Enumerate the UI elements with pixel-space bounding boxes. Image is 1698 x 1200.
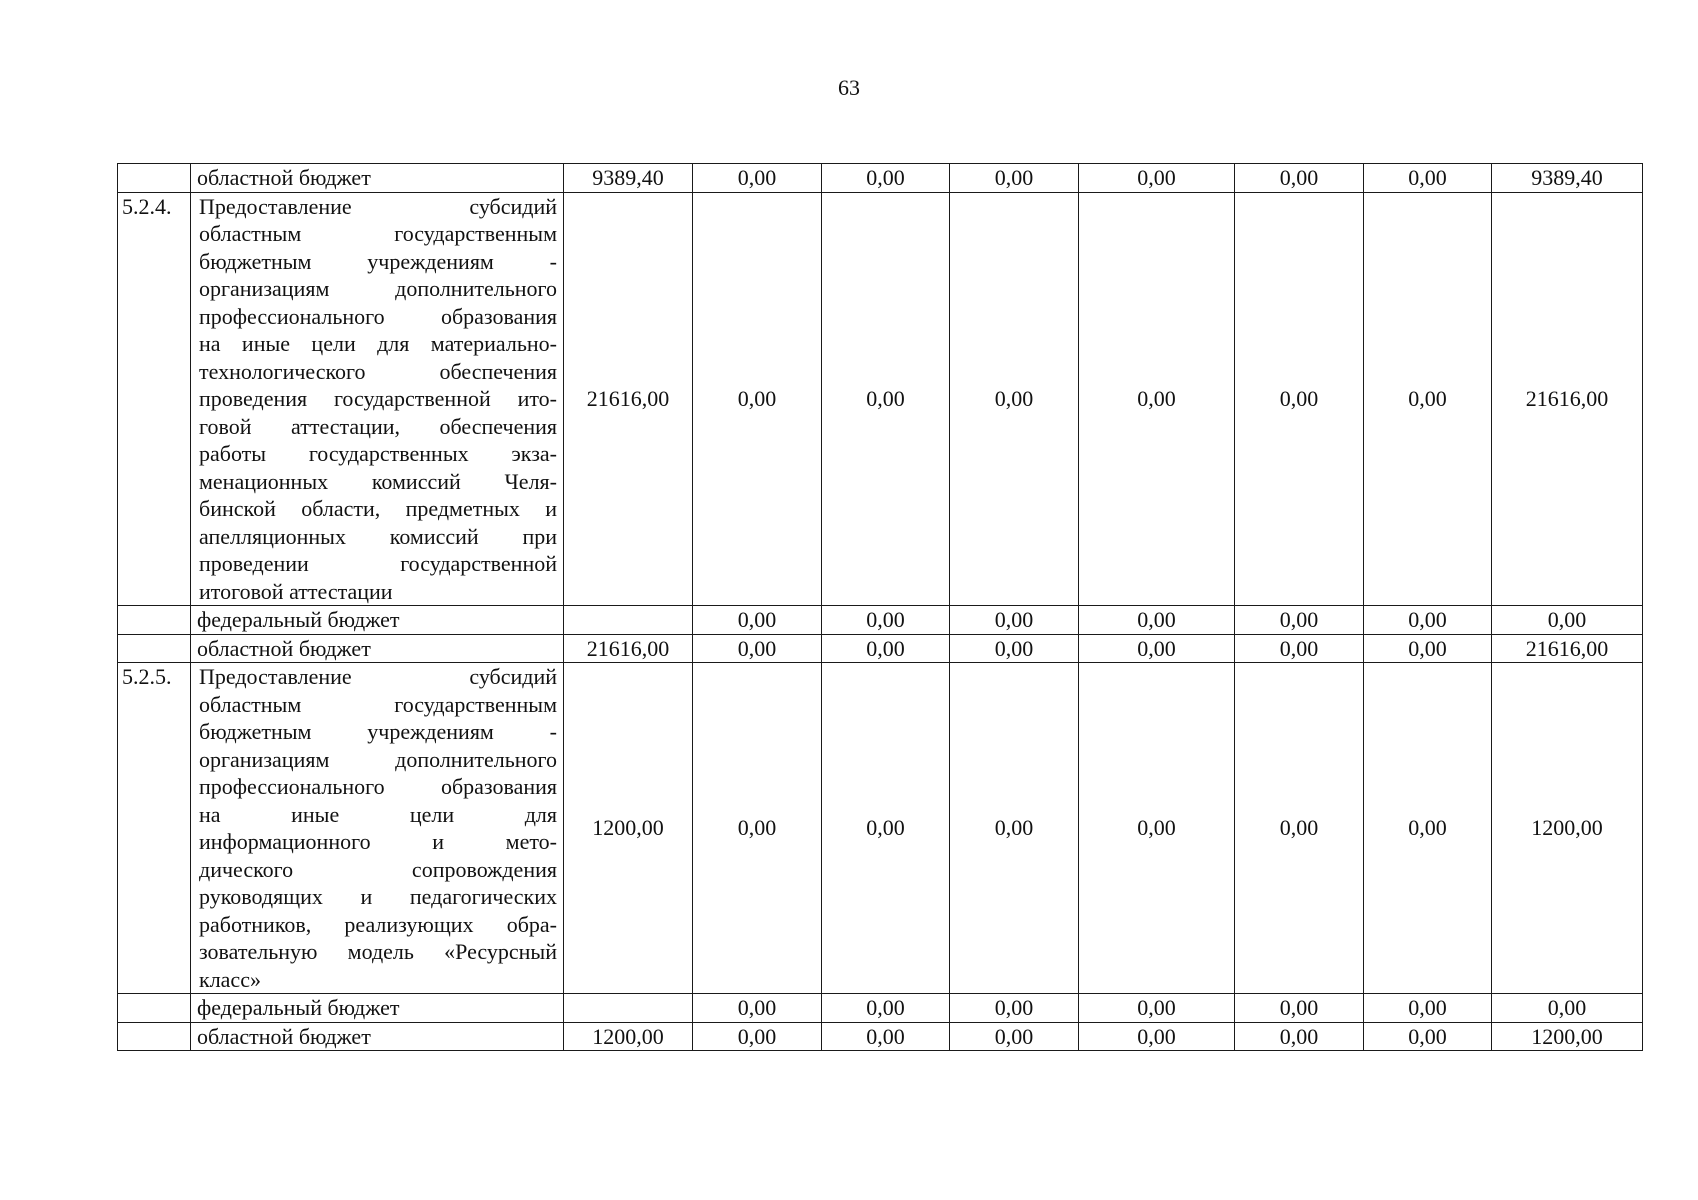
value-cell: 0,00 (1235, 1022, 1364, 1051)
description-line: итоговой аттестации (199, 578, 393, 604)
description-line: организациям дополнительного (199, 276, 557, 301)
table-row (118, 994, 1643, 1023)
description-line: бюджетным учреждениям - (199, 719, 557, 744)
row-description: федеральный бюджет (191, 994, 564, 1023)
value-cell: 1200,00 (564, 663, 693, 994)
description-line: Предоставление субсидий (199, 664, 557, 689)
description-line: руководящих и педагогических (199, 884, 557, 909)
value-cell: 0,00 (822, 192, 950, 606)
value-cell: 0,00 (693, 663, 822, 994)
description-line: областным государственным (199, 691, 557, 717)
description-line: профессионального образования (199, 774, 557, 799)
value-cell: 0,00 (1079, 994, 1235, 1023)
value-cell: 0,00 (693, 994, 822, 1023)
row-description: федеральный бюджет (191, 606, 564, 635)
value-cell: 0,00 (693, 606, 822, 635)
row-total-cell: 9389,40 (1492, 164, 1643, 193)
value-cell: 0,00 (1079, 634, 1235, 663)
row-total-cell: 0,00 (1492, 994, 1643, 1023)
value-cell: 0,00 (1364, 994, 1492, 1023)
row-description: областной бюджет (191, 1022, 564, 1051)
value-cell: 0,00 (822, 663, 950, 994)
row-total-cell: 21616,00 (1492, 192, 1643, 606)
table-row (118, 164, 1643, 193)
value-cell: 0,00 (1079, 606, 1235, 635)
value-cell: 9389,40 (564, 164, 693, 193)
value-cell: 0,00 (1364, 663, 1492, 994)
row-code (118, 1022, 191, 1051)
value-cell: 0,00 (693, 634, 822, 663)
value-cell: 0,00 (1364, 164, 1492, 193)
description-line: проведения государственной ито- (199, 386, 557, 411)
value-cell: 0,00 (822, 164, 950, 193)
value-cell: 0,00 (1079, 164, 1235, 193)
value-cell: 0,00 (1364, 634, 1492, 663)
value-cell: 0,00 (1364, 192, 1492, 606)
description-line: работников, реализующих обра- (199, 911, 557, 937)
value-cell (564, 606, 693, 635)
row-code (118, 994, 191, 1023)
description-line: технологического обеспечения (199, 358, 557, 384)
value-cell: 0,00 (1079, 1022, 1235, 1051)
row-code: 5.2.4. (118, 192, 191, 606)
value-cell: 0,00 (1235, 606, 1364, 635)
table-row (118, 634, 1643, 663)
description-line: менационных комиссий Челя- (199, 468, 557, 494)
table-row (118, 606, 1643, 635)
value-cell: 0,00 (822, 634, 950, 663)
value-cell: 0,00 (1079, 192, 1235, 606)
description-line: зовательную модель «Ресурсный (199, 939, 557, 964)
table-row (118, 663, 1643, 994)
row-code (118, 606, 191, 635)
value-cell (564, 994, 693, 1023)
value-cell: 21616,00 (564, 192, 693, 606)
row-description (191, 192, 564, 606)
description-line: организациям дополнительного (199, 746, 557, 772)
description-line: апелляционных комиссий при (199, 523, 557, 549)
row-total-cell: 1200,00 (1492, 1022, 1643, 1051)
description-line: работы государственных экза- (199, 441, 557, 466)
description-line: дического сопровождения (199, 856, 557, 882)
value-cell: 0,00 (1235, 663, 1364, 994)
row-total-cell: 0,00 (1492, 606, 1643, 635)
value-cell: 0,00 (950, 634, 1079, 663)
value-cell: 0,00 (693, 1022, 822, 1051)
value-cell: 0,00 (1364, 606, 1492, 635)
row-code (118, 634, 191, 663)
value-cell: 0,00 (950, 1022, 1079, 1051)
value-cell: 0,00 (1079, 663, 1235, 994)
row-code (118, 164, 191, 193)
row-code: 5.2.5. (118, 663, 191, 994)
value-cell: 0,00 (950, 994, 1079, 1023)
value-cell: 0,00 (1235, 634, 1364, 663)
table-row (118, 192, 1643, 606)
value-cell: 0,00 (1364, 1022, 1492, 1051)
description-line: бинской области, предметных и (199, 496, 557, 521)
description-line: Предоставление субсидий (199, 193, 557, 219)
value-cell: 0,00 (822, 606, 950, 635)
value-cell: 0,00 (822, 1022, 950, 1051)
table-body (118, 164, 1643, 1051)
row-total-cell: 1200,00 (1492, 663, 1643, 994)
row-total-cell: 21616,00 (1492, 634, 1643, 663)
description-line: проведении государственной (199, 551, 557, 576)
page-number: 63 (838, 75, 860, 100)
value-cell: 0,00 (1235, 994, 1364, 1023)
description-line: профессионального образования (199, 303, 557, 329)
value-cell: 0,00 (950, 663, 1079, 994)
description-line: областным государственным (199, 221, 557, 246)
value-cell: 0,00 (950, 192, 1079, 606)
value-cell: 0,00 (1235, 192, 1364, 606)
value-cell: 0,00 (950, 164, 1079, 193)
description-line: на иные цели для (199, 801, 557, 827)
value-cell: 0,00 (822, 994, 950, 1023)
description-line: класс» (199, 966, 261, 992)
value-cell: 0,00 (950, 606, 1079, 635)
description-line: бюджетным учреждениям - (199, 248, 557, 274)
value-cell: 0,00 (693, 192, 822, 606)
description-line: говой аттестации, обеспечения (199, 413, 557, 439)
row-description: областной бюджет (191, 634, 564, 663)
value-cell: 21616,00 (564, 634, 693, 663)
value-cell: 0,00 (1235, 164, 1364, 193)
value-cell: 0,00 (693, 164, 822, 193)
budget-table (117, 163, 1643, 1051)
row-description (191, 663, 564, 994)
value-cell: 1200,00 (564, 1022, 693, 1051)
table-row (118, 1022, 1643, 1051)
description-line: информационного и мето- (199, 829, 557, 854)
description-line: на иные цели для материально- (199, 331, 557, 356)
row-description: областной бюджет (191, 164, 564, 193)
